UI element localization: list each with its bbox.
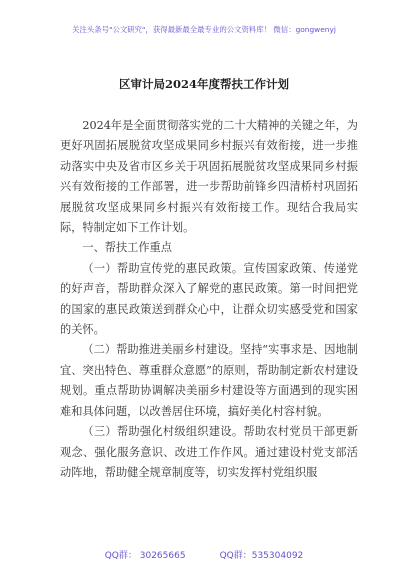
section-heading: 一、帮扶工作重点	[82, 241, 172, 255]
body-paragraph: （一）帮助宣传党的惠民政策。宣传国家政策、传递党的好声音，帮助群众深入了解党的惠民政策。第一时间把党的国家的惠民政策送到群众心中，让群众切实感受党和国家的关怀。	[60, 261, 358, 337]
footer-qq-group: QQ群： 30265665	[104, 551, 186, 561]
document-title: 区审计局2024年度帮扶工作计划	[118, 77, 289, 91]
header-banner: 关注头条号"公文研究"，获得最新最全最专业的公文资料库！ 微信：gongwenyj	[72, 25, 336, 34]
footer-qq-group: QQ群：535304092	[219, 551, 304, 561]
body-paragraph: （三）帮助强化村级组织建设。帮助农村党员干部更新观念、强化服务意识、改进工作作风。通过建设村党支部活动阵地，帮助健全规章制度等，切实发挥村党组织服	[60, 425, 358, 479]
footer	[0, 548, 408, 561]
body-paragraph: （二）帮助推进美丽乡村建设。坚持“实事求是、因地制宜、突出特色、尊重群众意愿”的原则，帮助制定新农村建设规划。重点帮助协调解决美丽乡村建设等方面遇到的现实困难和具体问题，以改善居住环境，搞好美化村容村貌。	[60, 343, 358, 418]
intro-paragraph: 2024年是全面贯彻落实党的二十大精神的关键之年，为更好巩固拓展脱贫攻坚成果同乡村振兴有效衔接，进一步推动落实中央及省市区乡关于巩固拓展脱贫攻坚成果同乡村振兴有效衔接的工作部署，进一步帮助前锋乡四清桥村巩固拓展脱贫攻坚成果同乡村振兴有效衔接工作。现结合我局实际，特制定如下工作计划。	[60, 119, 358, 235]
document-body	[60, 116, 358, 483]
